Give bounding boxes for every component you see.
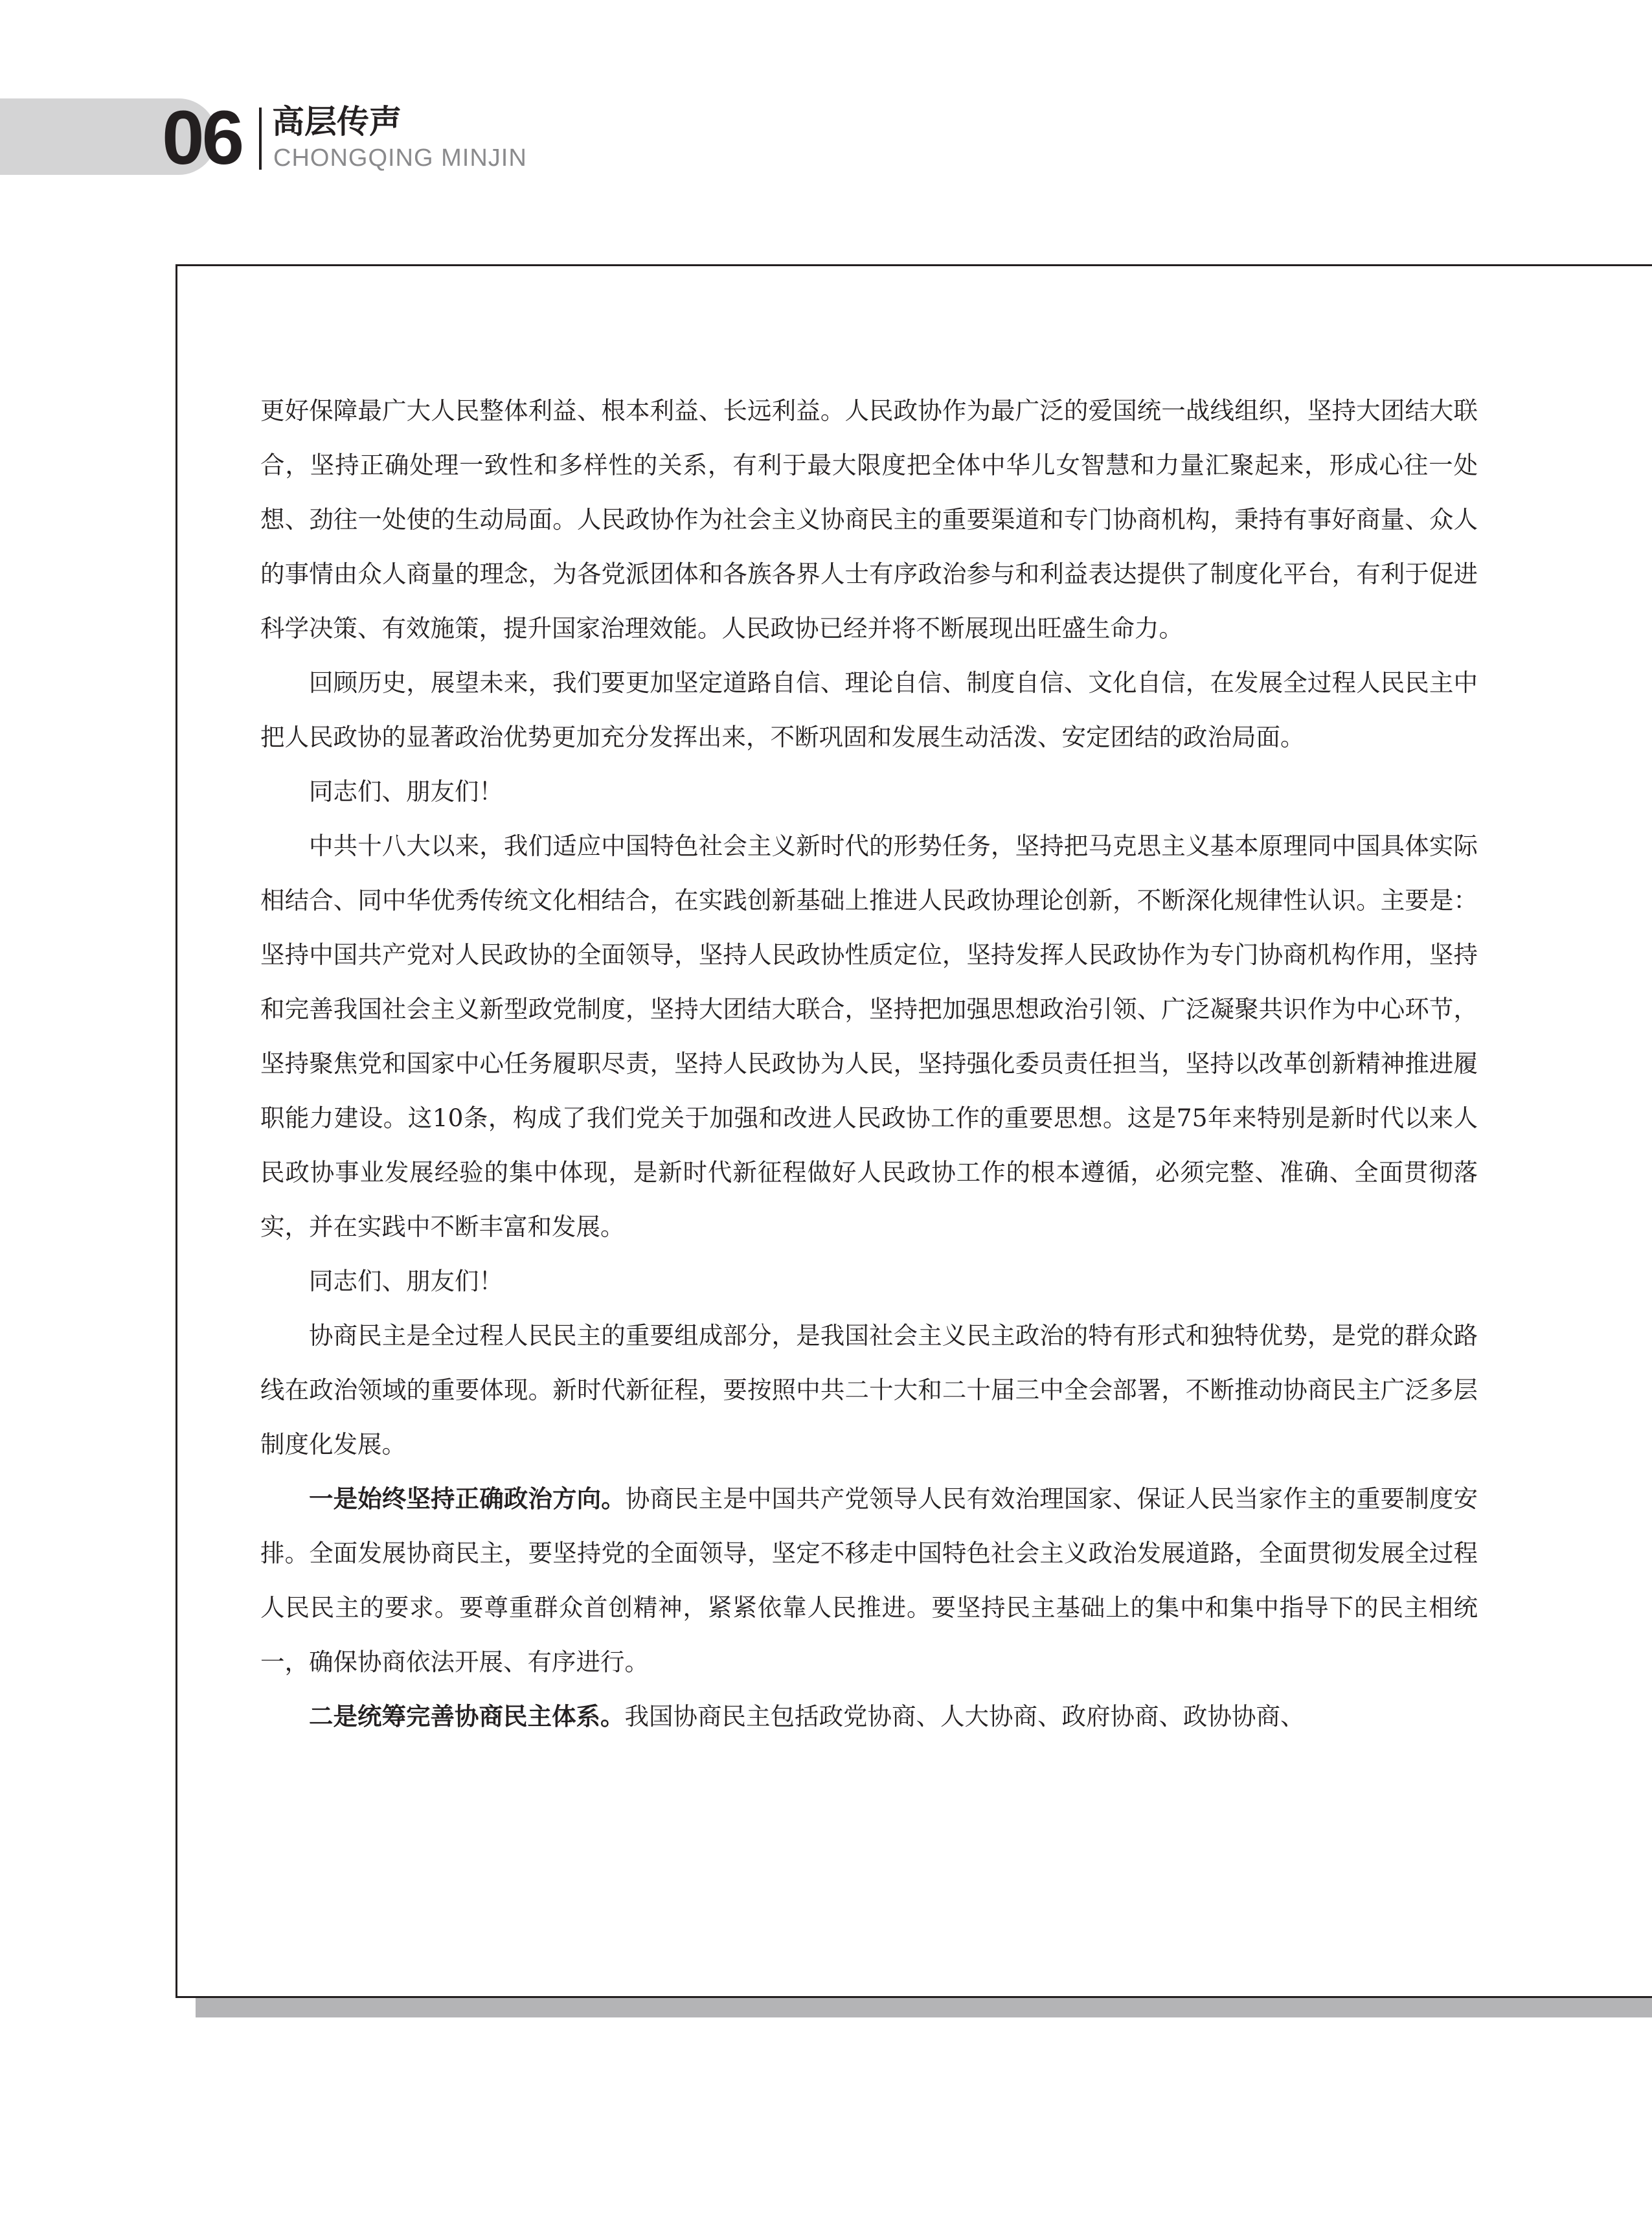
paragraph	[260, 1689, 1478, 1743]
paragraph	[260, 1471, 1478, 1689]
paragraph: 协商民主是全过程人民民主的重要组成部分，是我国社会主义民主政治的特有形式和独特优势，是党的群众路线在政治领域的重要体现。新时代新征程，要按照中共二十大和二十届三中全会部署，不断推动协商民主广泛多层制度化发展。	[260, 1321, 1478, 1459]
paragraph-lead: 二是统筹完善协商民主体系。	[309, 1702, 625, 1731]
article-body	[260, 383, 1478, 1743]
paragraph: 同志们、朋友们！	[309, 777, 503, 806]
frame-shadow	[196, 1998, 1652, 2017]
page-number: 06	[162, 95, 242, 181]
paragraph: 更好保障最广大人民整体利益、根本利益、长远利益。人民政协作为最广泛的爱国统一战线组织，坚持大团结大联合，坚持正确处理一致性和多样性的关系，有利于最大限度把全体中华儿女智慧和力量汇聚起来，形成心往一处想、劲往一处使的生动局面。人民政协作为社会主义协商民主的重要渠道和专门协商机构，秉持有事好商量、众人的事情由众人商量的理念，为各党派团体和各族各界人士有序政治参与和利益表达提供了制度化平台，有利于促进科学决策、有效施策，提升国家治理效能。人民政协已经并将不断展现出旺盛生命力。	[260, 396, 1478, 642]
paragraph: 回顾历史，展望未来，我们要更加坚定道路自信、理论自信、制度自信、文化自信，在发展全过程人民民主中把人民政协的显著政治优势更加充分发挥出来，不断巩固和发展生动活泼、安定团结的政治局面。	[260, 668, 1478, 751]
paragraph: 中共十八大以来，我们适应中国特色社会主义新时代的形势任务，坚持把马克思主义基本原理同中国具体实际相结合、同中华优秀传统文化相结合，在实践创新基础上推进人民政协理论创新，不断深化规律性认识。主要是：坚持中国共产党对人民政协的全面领导，坚持人民政协性质定位，坚持发挥人民政协作为专门协商机构作用，坚持和完善我国社会主义新型政党制度，坚持大团结大联合，坚持把加强思想政治引领、广泛凝聚共识作为中心环节，坚持聚焦党和国家中心任务履职尽责，坚持人民政协为人民，坚持强化委员责任担当，坚持以改革创新精神推进履职能力建设。这10条，构成了我们党关于加强和改进人民政协工作的重要思想。这是75年来特别是新时代以来人民政协事业发展经验的集中体现，是新时代新征程做好人民政协工作的根本遵循，必须完整、准确、全面贯彻落实，并在实践中不断丰富和发展。	[260, 832, 1478, 1241]
paragraph-text: 协商民主是中国共产党领导人民有效治理国家、保证人民当家作主的重要制度安排。全面发展协商民主，要坚持党的全面领导，坚定不移走中国特色社会主义政治发展道路，全面贯彻发展全过程人民民主的要求。要尊重群众首创精神，紧紧依靠人民推进。要坚持民主基础上的集中和集中指导下的民主相统一，确保协商依法开展、有序进行。	[260, 1484, 1478, 1676]
section-title: 高层传声	[272, 103, 402, 141]
section-subtitle: CHONGQING MINJIN	[273, 144, 527, 172]
paragraph-text: 我国协商民主包括政党协商、人大协商、政府协商、政协协商、	[624, 1702, 1305, 1731]
header-divider	[259, 108, 262, 170]
paragraph-lead: 一是始终坚持正确政治方向。	[309, 1484, 626, 1513]
paragraph: 同志们、朋友们！	[309, 1267, 503, 1295]
